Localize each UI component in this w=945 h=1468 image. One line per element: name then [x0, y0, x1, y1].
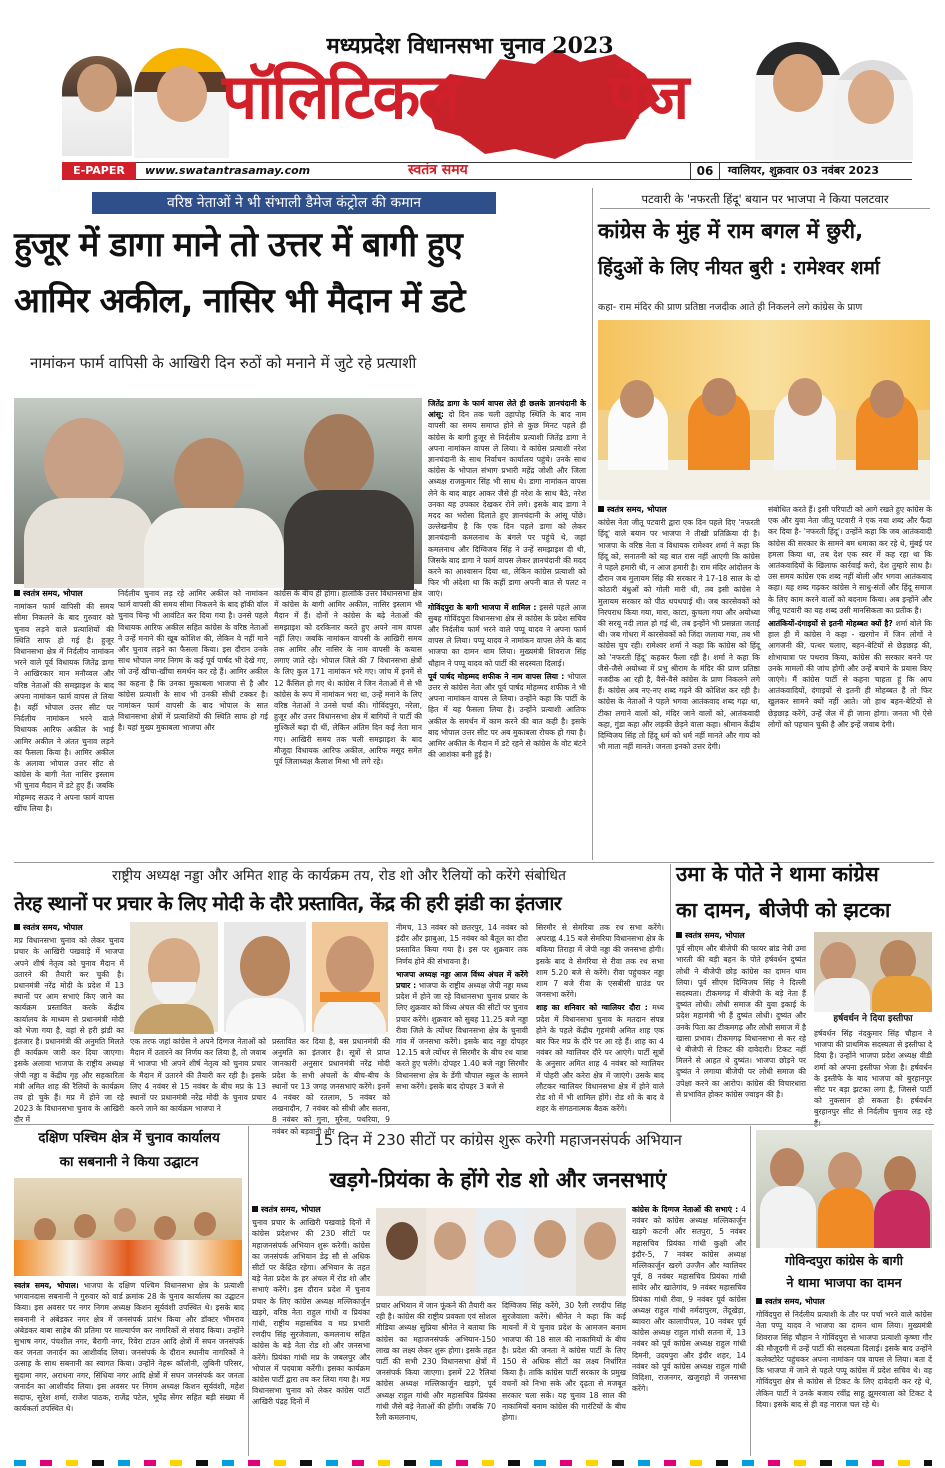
- masthead-url[interactable]: www.swatantrasamay.com: [145, 164, 311, 177]
- story3-photo-nadda: [312, 922, 388, 1032]
- story1-deck: नामांकन फार्म वापिसी के आखिरी दिन रुठों को मनाने में जुटे रहे प्रत्याशी: [30, 354, 417, 372]
- masthead: [0, 0, 945, 182]
- story6-headline: खड़गे-प्रियंका के होंगे रोड शो और जनसभाएं: [329, 1168, 667, 1192]
- story6-col3: दिग्विजय सिंह करेंगे, 30 रैली रणदीप सिंह सुरजेवाला करेंगे। श्रीनेत ने कहा कि कई मायनों में ये चुनाव प्रदेश के आमजन बनाम भाजपा की 18 साल की नाकामियों के बीच है। प्रदेश की जनता ने कांग्रेस पार्टी के लिए 150 से अधिक सीटों का लक्ष्य निर्धारित किया है। ताकि कांग्रेस पार्टी सरकार के प्रमुख वचनों को निभा सके और दृढ़ता से मजबूत सरकार चला सके। यह चुनाव 18 साल की नाकामियों बनाम कांग्रेस की गारंटियों के बीच होगा।: [502, 1301, 626, 1423]
- story6-kicker: 15 दिन में 230 सीटों पर कांग्रेस शुरू करेगी महाजनसंपर्क अभियान: [314, 1131, 682, 1149]
- story7-byline: स्वतंत्र समय, भोपाल: [756, 1296, 932, 1307]
- story6-col4: कांग्रेस के दिग्गज नेताओं की सभाएं : 4 नवंबर को कांग्रेस अध्यक्ष मल्लिकार्जुन खड़गे कटनी और सतपुरा, 5 नवंबर महासचिव प्रियंका गांधी कुक्षी और इंदौर-5, 7 नवंबर कांग्रेस अध्यक्ष मल्लिकार्जुन खरगे उज्जैन और ग्वालियर पूर्व, 8 नवंबर महासचिव प्रियंका गांधी सांवेर और खातेगांव, 9 नवंबर महासचिव प्रियंका गांधी रीवा, 9 नवंबर पूर्व कांग्रेस अध्यक्ष राहुल गांधी नर्मदापुरम, तेंदूखेड़ा, ब्यावरा और कालापीपल, 10 नवंबर पूर्व कांग्रेस अध्यक्ष राहुल गांधी सतना में, 13 नवंबर को पूर्व कांग्रेस अध्यक्ष राहुल गांधी दिमनी, उदयपुरा और इंदौर शहर, 14 नवंबर को पूर्व कांग्रेस अध्यक्ष राहुल गांधी विदिशा, राजनगर, खजुराहो में जनसभा करेंगे।: [632, 1205, 746, 1394]
- story1-byline: स्वतंत्र समय, भोपाल: [14, 588, 114, 599]
- dateline: ग्वालियर, शुक्रवार 03 नवंबर 2023: [728, 164, 880, 177]
- story4-headline-1: उमा के पोते ने थामा कांग्रेस: [676, 862, 879, 886]
- story3-photo-shah: [224, 922, 306, 1032]
- masthead-photo-right: [745, 30, 915, 160]
- story3-headline: तेरह स्थानों पर प्रचार के लिए मोदी के दौरे प्रस्तावित, केंद्र की हरी झंडी का इंतजार: [14, 892, 562, 915]
- story1-headline-2: आमिर अकील, नासिर भी मैदान में डटे: [14, 281, 465, 321]
- story4-headline-2: का दामन, बीजेपी को झटका: [676, 898, 891, 922]
- print-registration-strip: [14, 1460, 932, 1466]
- page-number: 06: [690, 162, 720, 180]
- story7-headline-2: ने थामा भाजपा का दामन: [786, 1275, 902, 1290]
- divider: [750, 1126, 751, 1456]
- story6-byline: स्वतंत्र समय, भोपाल: [252, 1204, 370, 1215]
- story6-photo: [376, 1208, 626, 1296]
- story7-photo: [756, 1130, 932, 1248]
- story3-col2: एक तरफ जहां कांग्रेस ने अपने दिग्गज नेताओं को मैदान में उतारने का निर्णय कर लिया है, तो जवाब में भाजपा भी अपने शीर्ष नेतृत्व को चुनाव प्रचार के मैदान में उतारने की तैयारी कर रही है। इसके लिए 4 नवंबर से 15 नवंबर के बीच मप्र के 13 स्थानों पर प्रधानमंत्री नरेंद्र मोदी के चुनाव प्रचार करने जाने का कार्यक्रम भाजपा ने: [130, 1037, 266, 1114]
- story5-headline-2: का सबनानी ने किया उद्घाटन: [59, 1154, 199, 1170]
- story2-col1: स्वतंत्र समय, भोपाल कांग्रेस नेता जीतू पटवारी द्वारा एक दिन पहले दिए 'नफरती हिंदू' वाले बयान पर भाजपा ने तीखी प्रतिक्रिया दी है। भाजपा के वरिष्ठ नेता व विधायक रामेश्वर शर्मा ने कहा कि हिंदू को, सनातनी को यह बात रास नहीं आएगी कि कांग्रेस ने पहले हमारी थी, न आज हमारी है। राम मंदिर आंदोलन के दौरान जब मुलायम सिंह की सरकार ने 17-18 साल के दो कोठारी बंधुओं को गोली मारी थी, तब इसी कांग्रेस ने मुलायम सरकार को पीठ थपथपाई थी। जब कारसेवकों को निरपराध किया गया, मारा, काटा, कुचला गया और अयोध्या की सरयू नदी लाल हो गई थी, तब इन्होंने भी प्रसन्नता जताई थी। जब गोधरा में कारसेवकों को जिंदा जलाया गया, तब भी कांग्रेस चुप रही। रामेश्वर शर्मा ने कहा कि कांग्रेस को हिंदू को 'नफरती हिंदू' कहकर फैला रही है। शर्मा ने कहा कि जैसे-जैसे अयोध्या में प्रभु श्रीराम के मंदिर की प्राण प्रतिष्ठा नजदीक आ रही है, वैसे-वैसे कांग्रेस के प्राण निकलने लगे हैं। कांग्रेस अब नए-नए शब्द गढ़ने की कोशिश कर रही है। कांग्रेस के नेताओं ने पहले भगवा आतंकवाद शब्द गढ़ा था, टीका लगाने वालों को, मंदिर जाने वालों को, आतंकवादी कहा, गुंडा कहा और लड़की छेड़ने वाला कहा। श्रीमान केंद्रीय दिग्विजय सिंह तो हिंदू धर्म को धर्म नहीं मानते और गाय को भी माता नहीं मानते। जनता इनको उत्तर देगी।: [598, 505, 760, 752]
- epaper-badge: E-PAPER: [62, 162, 136, 180]
- divider: [248, 1126, 249, 1456]
- divider: [14, 1124, 934, 1125]
- story7-headline-1: गोविन्दपुरा कांग्रेस के बागी: [784, 1253, 904, 1268]
- election-line: मध्यप्रदेश विधानसभा चुनाव 2023: [326, 33, 614, 59]
- story1-headline-1: हुजूर में डागा माने तो उत्तर में बागी हुए: [14, 225, 462, 265]
- story5-photo: [14, 1178, 242, 1276]
- story3-photo-modi: [130, 922, 218, 1032]
- story5-headline-1: दक्षिण पश्चिम क्षेत्र में चुनाव कार्यालय: [38, 1130, 220, 1146]
- story2-col2: संबोधित करते हैं। इसी परिपाटी को आगे रखते हुए कांग्रेस के एक और युवा नेता जीतू पटवारी ने एक नया शब्द और फैदा कर दिया है- 'नफरती हिंदू'। उन्होंने कहा कि जब आतंकवादी कांग्रेस की सरकार के सामने बम धमाका कर रहे थे, मुंबई पर हमला किया था, तब देश एक स्वर में कह रहा था कि आतंकवादियों के खिलाफ कार्रवाई करो, देश तुम्हारे साथ है। उस समय कांग्रेस एक शब्द नहीं बोली और भगवा आतंकवाद कहा। यह शब्द गढ़कर कांग्रेस ने साधु-संतों और हिंदू समाज के लिए काम करने वालों को बदनाम किया। अब इन्होंने और जीतू पटवारी का यह शब्द उसी मानसिकता का प्रतीक है। आतंकियों-दंगाइयों से इतनी मोहब्बत क्यों है? शर्मा बोले कि हाल ही में कांग्रेस ने कहा - खरगोन में जिन लोगों ने आगजनी की, पत्थर चलाए, बहन-बेटियों से छेड़छाड़ की, शोभायात्रा पर पथराव किया, कांग्रेस की सरकार बनने पर उनके मामलों की जांच होगी और उन्हें बचाने के प्रयास किए जाएंगे। मैं कांग्रेस पार्टी से कहना चाहता हूं कि आप आतंकवादियों, दंगाइयों से इतनी ही मोहब्बत है तो फिर खुलकर सामने क्यों नहीं आते। जो हाथ बहन-बेटियों से छेड़छाड़ करेंगे, उन्हें जेल में ही जाना होगा। जनता भी ऐसे लोगों को पहचान चुकी है और इन्हें जवाब देगी।: [768, 505, 933, 729]
- story3-byline: स्वतंत्र समय, भोपाल: [14, 922, 124, 933]
- masthead-title-left: पॉलिटिकल: [222, 60, 459, 133]
- story3-col1: स्वतंत्र समय, भोपाल मप्र विधानसभा चुनाव को लेकर चुनाव प्रचार के आखिरी पखवाड़े में भाजपा अपने शीर्ष नेतृत्व को चुनाव मैदान में उतारने की तैयारी कर चुकी है। प्रधानमंत्री नरेंद्र मोदी के प्रदेश में 13 स्थानों पर आम सभाएं किए जाने का कार्यक्रम प्रस्तावित करके केंद्रीय कार्यालय के माध्यम से प्रधानमंत्री मोदी को भेजा गया है, वहां से हरी झंडी का इंतजार है। प्रधानमंत्री की अनुमति मिलते ही कार्यक्रम जारी कर दिया जाएगा। इसके अलावा भाजपा के राष्ट्रीय अध्यक्ष जेपी नड्डा व केंद्रीय गृह और सहकारिता मंत्री अमित शाह की रैलियों के कार्यक्रम तय हो चुके हैं। मप्र में होने जा रहे 2023 के विधानसभा चुनाव के आखिरी दौर में: [14, 923, 124, 1125]
- story4-photo: [814, 932, 932, 1010]
- story1-col2: निर्दलीय चुनाव लड़ रहे आमिर अकील को नामांकन फार्म वापसी की समय सीमा निकलने के बाद हॉकी वॉल चुनाव चिन्ह भी आवंटित कर दिया गया है। उनसे पहले विधायक आरिफ अकील सहित कांग्रेस के वरिष्ठ नेताओं ने उन्हें मनाने की खूब कोशिश की, लेकिन वे नहीं माने और चुनाव लड़ने का फैसला किया। इस दौरान उनके साथ भोपाल नगर निगम के कई पूर्व पार्षद भी देखे गए, जो उन्हें खीचा-खींचा समर्थन कर रहे हैं। आमिर अकील का कहना है कि उनका मुकाबला भाजपा से है और कांग्रेस प्रत्याशी के साथ भी उनकी सीधी टक्कर है। नामांकन फार्म वापसी के बाद भोपाल के सात विधानसभा क्षेत्रों में प्रत्याशियों की स्थिति साफ हो गई है। यहां मुख्य मुकाबला भाजपा और: [118, 589, 268, 733]
- masthead-photo-left: [62, 36, 232, 160]
- paper-name: स्वतंत्र समय: [408, 162, 468, 178]
- story7-text: स्वतंत्र समय, भोपाल गोविंदपुरा से निर्दलीय प्रत्याशी के तौर पर पर्चा भरने वाले कांग्रेस नेता पप्पू यादव ने भाजपा का दामन थाम लिया। मुख्यमंत्री शिवराज सिंह चौहान ने गोविंदपुरा से भाजपा प्रत्याशी कृष्णा गौर की मौजूदगी में उन्हें पार्टी की सदस्यता दिलाई। इसके बाद उन्होंने कलेक्टोरेट पहुंचकर अपना नामांकन पत्र वापस ले लिया। बता दें कि भाजपा में जाने से पहले पप्पू कांग्रेस में प्रदेश सचिव थे। वह गोविंदपुरा क्षेत्र से कांग्रेस से टिकट के लिए दावेदारी कर रहे थे, लेकिन पार्टी ने उनके बजाय रवींद्र साहू झूमरवाला को टिकट दे दिया। इसके बाद से ही वह नाराज चल रहे थे।: [756, 1297, 932, 1409]
- story4-byline: स्वतंत्र समय, भोपाल: [676, 930, 806, 941]
- story2-deck: कहा- राम मंदिर की प्राण प्रतिष्ठा नजदीक आते ही निकलने लगे कांग्रेस के प्राण: [598, 302, 863, 313]
- story2-byline: स्वतंत्र समय, भोपाल: [598, 504, 760, 515]
- divider: [592, 188, 593, 860]
- story4-caption: हर्षवर्धन ने दिया इस्तीफा: [833, 1014, 913, 1024]
- story1-col1: स्वतंत्र समय, भोपाल नामांकन फार्म वापिसी की समय सीमा निकलने के बाद गुरुवार को चुनाव लड़ने वाले प्रत्याशियों की स्थिति साफ हो गई है। हुजूर विधानसभा क्षेत्र में निर्दलीय नामांकन भरने वाले पूर्व विधायक जितेंद्र डागा ने आखिरकार मान मनौव्वल और वरिष्ठ नेताओं की समझाइश के बाद अपना नामांकन फार्म वापस ले लिया है। वहीं भोपाल उत्तर सीट पर निर्दलीय नामांकन भरने वाले विधायक आरिफ अकील के भाई आमिर अकील ने अंतत चुनाव लड़ने का फैसला किया है। आमिर अकील के अलावा भोपाल उत्तर सीट से कांग्रेस के बागी नेता नासिर इस्लाम भी चुनाव मैदान में डटे हुए हैं। जबकि मोहम्मद सऊद ने अपना फार्म वापस खींच लिया है।: [14, 589, 114, 813]
- story3-col4: नीमच, 13 नवंबर को छतरपुर, 14 नवंबर को इंदौर और झाबुआ, 15 नवंबर को बैतूल का दौरा प्रस्तावित किया गया है। इस पर शुक्रवार तक निर्णय होने की संभावना है। भाजपा अध्यक्ष नड्डा आज विंध्य अंचल में करेंगे प्रचार : भाजपा के राष्ट्रीय अध्यक्ष जेपी नड्डा मध्य प्रदेश में होने जा रहे विधानसभा चुनाव प्रचार के लिए शुक्रवार को विंध्य अंचल की सीटों पर चुनाव प्रचार करेंगे। शुक्रवार को सुबह 11.25 बजे नड्डा रीवा जिले के त्योंथर विधानसभा क्षेत्र के चुनावी गांव में जनसभा करेंगे। इसके बाद नड्डा दोपहर 12.15 बजे त्योंथर से सिरमौर के बीच रथ यात्रा करते हुए चलेंगे। दोपहर 1.40 बजे नड्डा सिरमौर विधानसभा क्षेत्र के डेंगी चौपाल स्कूल के सामने सभा करेंगे। इसके बाद दोपहर 3 बजे से: [396, 923, 528, 1091]
- story1-col4: जितेंद्र डागा के फार्म वापस लेते ही छलके ज्ञानचंदानी के आंसू: दो दिन तक चली उहापोह स्थिति के बाद नाम वापसी का समय समाप्त होने से कुछ मिनट पहले ही कांग्रेस के बागी हुजूर से निर्दलीय प्रत्याशी जितेंद्र डागा ने अपना नामांकन वापस ले लिया। वे कांग्रेस प्रत्याशी नरेश ज्ञानचंदानी के साथ निर्वाचन कार्यालय पहुंचे। उनके साथ कांग्रेस के भोपाल संभाग प्रभारी महेंद्र जोशी और जिला अध्यक्ष राजकुमार सिंह भी साथ थे। डागा नामांकन वापस लेने के बाद बाहर आकर जैसे ही नरेश के साथ बैठे, नरेश उनका यह उपकार देखकर रोने लगे। इसके बाद डागा ने मदद का भरोसा दिलाते हुए ज्ञानचंदानी के आंसू पोंछे। उल्लेखनीय है कि एक दिन पहले डागा को लेकर ज्ञानचंदानी कमलनाथ के बंगले पर पहुंचे थे, जहां कमलनाथ और दिग्विजय सिंह ने उन्हें समझाइश दी थी, जिसके बाद डागा ने फार्म वापस लेकर ज्ञानचंदानी की मदद करने का आश्वासन दिया था, लेकिन कांग्रेस प्रत्याशी को फिर भी अंदेशा था कि कहीं डागा अपनी बात से पलट न जाएं। गोविंदपुरा के बागी भाजपा में शामिल : इससे पहले आज सुबह गोविंदपुरा विधानसभा क्षेत्र से कांग्रेस के प्रदेश सचिव और निर्दलीय फार्म भरने वाले पप्पू यादव ने अपना फार्म वापस ले लिया। पप्पू यादव ने नामांकन वापस लेने के बाद भाजपा का दामन थाम लिया। मुख्यमंत्री शिवराज सिंह चौहान ने पप्पू यादव को पार्टी की सदस्यता दिलाई। पूर्व पार्षद मोहम्मद शफीक ने नाम वापस लिया : भोपाल उत्तर से कांग्रेस नेता और पूर्व पार्षद मोहम्मद शफीक ने भी अपना नामांकन वापस ले लिया। उन्होंने कहा कि पार्टी के हित में यह फैसला लिया है। उन्होंने प्रत्याशी आतिफ अकील के समर्थन में काम करने की बात कही है। इसके बाद भोपाल उत्तर सीट पर अब मुकाबला रोचक हो गया है। आमिर अकील के मैदान में डटे रहने से कांग्रेस के वोट बंटने की आशंका बनी हुई है।: [428, 399, 587, 760]
- story2-headline-2: हिंदुओं के लिए नीयत बुरी : रामेश्वर शर्मा: [598, 257, 880, 279]
- masthead-title-right: पेज: [608, 60, 690, 133]
- story1-kicker: वरिष्ठ नेताओं ने भी संभाली डैमेज कंट्रोल की कमान: [92, 192, 496, 214]
- story6-col1: स्वतंत्र समय, भोपाल चुनाव प्रचार के आखिरी पखवाड़े दिनों में कांग्रेस प्रदेशभर की 230 सीटों पर महाजनसंपर्क अभियान शुरू करेगी। कांग्रेस का जनसंपर्क अभियान डेढ़ सौ से अधिक सीटों पर केंद्रित रहेगा। अभियान के तहत बड़े नेता प्रदेश के हर अंचल में रोड शो और सभाएं करेंगे। इस दौरान प्रदेश में चुनाव प्रचार के लिए कांग्रेस अध्यक्ष मल्लिकार्जुन खड़गे, वरिष्ठ नेता राहुल गांधी व प्रियंका गांधी, राष्ट्रीय महासचिव व मप्र प्रभारी रणदीप सिंह सुरजेवाला, कमलनाथ सहित कांग्रेस के बड़े नेता रोड शो और जनसभा करेंगे। प्रियंका गांधी मप्र के जबलपुर और भोपाल में पदयात्रा करेंगी। इसका कार्यक्रम कांग्रेस पार्टी द्वारा तय कर लिया गया है। मप्र विधानसभा चुनाव को लेकर कांग्रेस पार्टी आखिरी पंद्रह दिनों में: [252, 1205, 370, 1407]
- story2-kicker: पटवारी के 'नफरती हिंदू' बयान पर भाजपा ने किया पलटवार: [600, 190, 930, 209]
- story3-kicker: राष्ट्रीय अध्यक्ष नड्डा और अमित शाह के कार्यक्रम तय, रोड शो और रैलियों को करेंगे संबोधित: [111, 868, 567, 884]
- divider: [670, 864, 671, 1122]
- story3-col3: प्रस्तावित कर दिया है, बस प्रधानमंत्री की अनुमति का इंतजार है। सूत्रों से प्राप्त जानकारी अनुसार प्रधानमंत्री नरेंद्र मोदी प्रदेश के सभी अंचलों के बीच-बीच के स्थानों पर 13 जगह जनसभाएं करेंगे। इनमें 4 नवंबर को रतलाम, 5 नवंबर को लखनादौन, 7 नवंबर को सीधी और सतना, 8 नवंबर को गुना, मुरैना, पथरिया, 9 नवंबर को बड़वानी और: [272, 1037, 390, 1136]
- story1-col3: कांग्रेस के बीच ही होगा। हालांकि उत्तर विधानसभा क्षेत्र में कांग्रेस के बागी आमिर अकील, नासिर इस्लाम भी मैदान में हैं। दोनों ने कांग्रेस के बढ़े नेताओं की समझाइश को दरकिनार करते हुए अपने नाम वापस नहीं लिए। जबकि नामांकन वापसी के आखिरी समय तक आमिर और नासिर के नाम वापसी के कयास लगाए जाते रहे। भोपाल जिले की 7 विधानसभा क्षेत्रों के लिए कुल 171 नामांकन भरे गए। जांच में इनमें से 12 कैंसिल हो गए थे। कांग्रेस ने जिन नेताओं में से भी कांग्रेस के रूप में नामांकन भरा था, उन्हें मनाने के लिए वरिष्ठ नेताओं ने उनसे चर्चा की। गोविंदपुरा, नरेला, हुजूर और उत्तर विधानसभा क्षेत्र में बागियों ने पार्टी की मुश्किलें बढ़ा दी थीं, लेकिन अंतिम दिन कई नेता मान गए। आखिरी समय तक चली समझाइश के बाद मौजूदा विधायक आरिफ अकील, आरिफ मसूद समेत पूर्व जिलाध्यक्ष कैलाश मिश्रा भी लगे रहे।: [274, 589, 422, 767]
- story1-photo: [14, 398, 422, 584]
- story4-col2: हर्षवर्धन सिंह नंदकुमार सिंह चौहान ने भाजपा की प्राथमिक सदस्यता से इस्तीफा दे दिया है। उन्होंने भाजपा प्रदेश अध्यक्ष वीडी शर्मा को अपना इस्तीफा भेजा है। हर्षवर्धन के इस्तीफे के बाद भाजपा को बुरहानपुर सीट पर बड़ा झटका लगा है, जिससे पार्टी को नुकसान हो सकता है। हर्षवर्धन बुरहानपुर सीट से निर्दलीय चुनाव लड़ रहे: [814, 1029, 932, 1117]
- story2-photo: [598, 320, 930, 500]
- story5-text: स्वतंत्र समय, भोपाल। भाजपा के दक्षिण पश्चिम विधानसभा क्षेत्र के प्रत्याशी भगवानदास सबनानी ने गुरुवार को वार्ड क्रमांक 28 के चुनाव कार्यालय का उद्घाटन किया। इस अवसर पर नगर निगम अध्यक्ष किशन सूर्यवंशी उपस्थित थे। इसके बाद सबनानी ने अंबेडकर नगर क्षेत्र में जनसंपर्क प्रारंभ किया और डॉक्टर भीमराव अंबेडकर बाबा साहेब की प्रतिमा पर माल्यार्पण कर नागरिकों से संवाद किया। उन्होंने सुभाष नगर, पंचशील नगर, बैरागी नगर, रिवेरा टाउन आदि क्षेत्रों में सघन जनसंपर्क कर जनता जनार्दन का आशीर्वाद लिया। जनसंपर्क के दौरान स्थानीय नागरिकों ने उत्साह के साथ सबनानी का स्वागत किया। उन्होंने नेहरू कॉलोनी, लुबिनी परिसर, सुदामा नगर, अराधना नगर, सिंधिया नगर आदि क्षेत्रों में सघन जनसंपर्क कर जनता जनार्दन का आशीर्वाद लिया। इस अवसर पर निगम अध्यक्ष किशन सूर्यवंशी, महेश सदाफ, सुरेश शर्मा, राजेश पाठक, राजेंद्र पटेल, भूपेंद्र सेंगर सहित बड़ी संख्या में कार्यकर्ता उपस्थित थे।: [14, 1281, 244, 1414]
- story2-headline-1: कांग्रेस के मुंह में राम बगल में छुरी,: [598, 219, 864, 243]
- story6-col2: प्रचार अभियान में जान फूंकने की तैयारी कर रही है। कांग्रेस की राष्ट्रीय प्रवक्ता एवं सोशल मीडिया अध्यक्ष सुप्रिया श्रीनेत ने बताया कि कांग्रेस का महाजनसंपर्क अभियान-150 लाख का लक्ष्य लेकर शुरू होगा। इसके तहत पार्टी की सभी 230 विधानसभा क्षेत्रों में जनसंपर्क किया जाएगा। इसमें 22 रैलियां कांग्रेस अध्यक्ष मल्लिकार्जुन खड़गे, पूर्व अध्यक्ष राहुल गांधी और महासचिव प्रियंका गांधी जैसे बड़े नेताओं की होंगी। जबकि 70 रैली कमलनाथ,: [376, 1301, 496, 1423]
- story3-col5: सिरमौर से सेमरिया तक रथ सभा करेंगे। अपराह्न 4.15 बजे सेमरिया विधानसभा क्षेत्र के बकिया तिराहा में जेपी नड्डा की जनसभा होगी। इसके बाद वे सेमरिया से रीवा तक रथ सभा शाम 5.20 बजे से करेंगे। रीवा पहुंचकर नड्डा शाम 7 बजे रीवा के एसबीसी ग्राउंड पर जनसभा करेंगे। शाह का शनिवार को ग्वालियर दौरा : मध्य प्रदेश में विधानसभा चुनाव के मतदान संपन्न होने के पहले केंद्रीय गृहमंत्री अमित शाह एक बार फिर मप्र के दौरे पर आ रहे हैं। शाह का 4 नवंबर को ग्वालियर दौरे पर आएंगे। पार्टी सूत्रों के अनुसार अमित शाह 4 नवंबर को ग्वालियर में पोहरी और करेरा क्षेत्र में जाएंगे। उसके बाद लौटकर ग्वालियर विधानसभा क्षेत्र में होने वाले रोड शो में भी शामिल होंगे। रोड शो के बाद वे शहर के संगठनात्मक बैठक करेंगे।: [536, 923, 664, 1114]
- story4-col1: स्वतंत्र समय, भोपाल पूर्व सीएम और बीजेपी की फायर ब्रांड नेत्री उमा भारती की बड़ी बहन के पोते हर्षवर्धन दुष्यंत लोधी ने बीजेपी छोड़ कांग्रेस का दामन थाम लिया। पूर्व सीएम दिग्विजय सिंह ने दिल्ली सदस्यता। टीकमगढ़ में बीजेपी के बड़े नेता हैं दुष्यंत लोधी। लोधी समाज की युवा इकाई के प्रदेश महामंत्री भी हैं दुष्यंत लोधी। दुष्यंत और उनके पिता का टीकमगढ़ और लोधी समाज में है खासा प्रभाव। टीकमगढ़ विधानसभा से कर रहे थे बीजेपी से टिकट की दावेदारी। टिकट नहीं मिलने से आहत थे दुष्यंत। भाजपा छोड़ने पर दुष्यंत ने लगाया बीजेपी पर लोधी समाज की उपेक्षा करने का आरोप। कांग्रेस की विचारधारा से प्रभावित होकर कांग्रेस ज्वाइन की है।: [676, 931, 806, 1099]
